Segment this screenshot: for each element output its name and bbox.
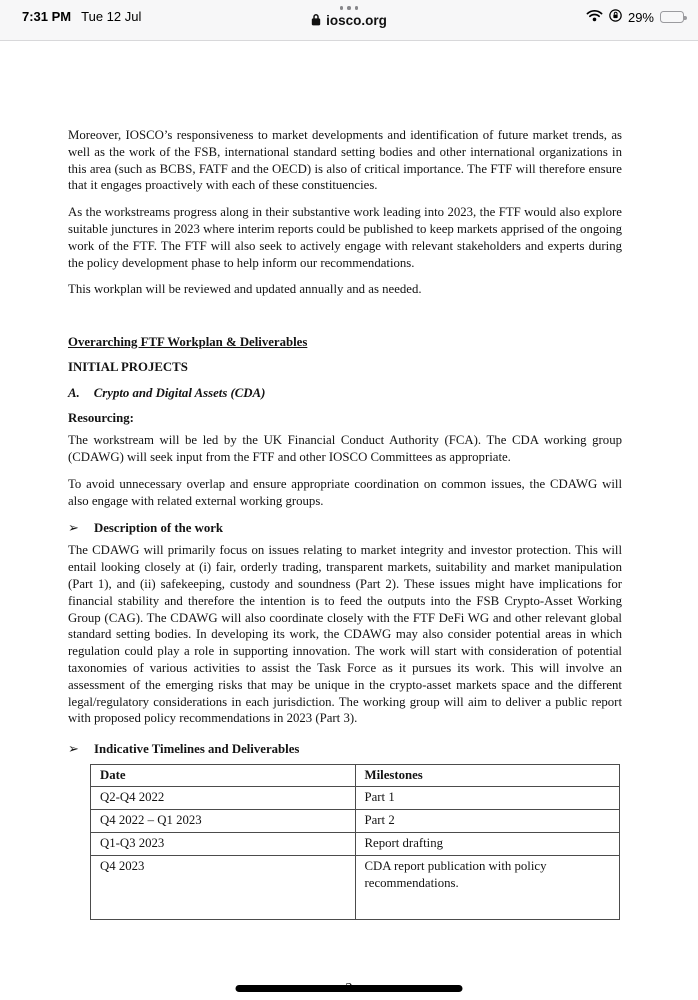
timeline-table bbox=[90, 764, 620, 920]
cell-milestone: Report drafting bbox=[355, 832, 620, 855]
paragraph: The workstream will be led by the UK Financial Conduct Authority (FCA). The CDA working group (CDAWG) will seek input from the FTF and other IOSCO Committees as appropriate. bbox=[68, 433, 622, 465]
cell-date: Q2-Q4 2022 bbox=[91, 786, 356, 809]
status-bar bbox=[0, 0, 698, 41]
cell-milestone: Part 2 bbox=[355, 809, 620, 832]
table-row bbox=[91, 809, 620, 832]
cell-date: Q1-Q3 2023 bbox=[91, 832, 356, 855]
bullet-heading-timelines bbox=[68, 741, 622, 758]
bullet-heading-text: Description of the work bbox=[94, 520, 224, 535]
subheading-resourcing: Resourcing: bbox=[68, 410, 134, 425]
clock-date: Tue 12 Jul bbox=[81, 9, 142, 24]
list-label: A. bbox=[68, 385, 80, 400]
section-heading-initial-projects: INITIAL PROJECTS bbox=[68, 359, 188, 374]
paragraph: This workplan will be reviewed and updated annually and as needed. bbox=[68, 282, 422, 297]
cell-date: Q4 2023 bbox=[91, 855, 356, 919]
column-header-milestones: Milestones bbox=[355, 764, 620, 786]
url-bar[interactable] bbox=[311, 13, 387, 29]
battery-icon bbox=[660, 11, 684, 23]
wifi-icon bbox=[586, 9, 603, 25]
cell-milestone: Part 1 bbox=[355, 786, 620, 809]
orientation-lock-icon bbox=[609, 9, 622, 25]
battery-percent: 29% bbox=[627, 9, 654, 25]
ssl-lock-icon bbox=[311, 13, 321, 29]
cell-date: Q4 2022 – Q1 2023 bbox=[91, 809, 356, 832]
url-text: iosco.org bbox=[326, 13, 387, 28]
table-header-row bbox=[91, 764, 620, 786]
table-row bbox=[91, 786, 620, 809]
status-right bbox=[586, 9, 684, 25]
page-menu-dots-icon[interactable] bbox=[340, 6, 359, 10]
arrow-bullet-icon: ➢ bbox=[68, 520, 79, 535]
paragraph: As the workstreams progress along in their substantive work leading into 2023, the FTF would also explore suitable junctures in 2023 where interim reports could be published to keep markets apprised of the ongoing work of the FTF. The FTF will also seek to actively engage with relevant stakeholders and experts during the policy development phase to help inform our recommendations. bbox=[68, 205, 622, 270]
paragraph: Moreover, IOSCO’s responsiveness to market developments and identification of future market trends, as well as the work of the FSB, international standard setting bodies and other international organizations in this area (such as BCBS, FATF and the OECD) is also of critical importance. The FTF will therefore ensure that it engages proactively with each of these constituencies. bbox=[68, 128, 622, 193]
bullet-heading-description bbox=[68, 520, 622, 537]
section-heading-overarching: Overarching FTF Workplan & Deliverables bbox=[68, 335, 308, 350]
arrow-bullet-icon: ➢ bbox=[68, 742, 79, 757]
paragraph: To avoid unnecessary overlap and ensure appropriate coordination on common issues, the CDAWG will also engage with related external working groups. bbox=[68, 476, 622, 508]
paragraph: The CDAWG will primarily focus on issues relating to market integrity and investor protection. This will entail looking closely at (i) fair, orderly trading, transparent markets, suitability and market manipulation (Part 1), and (ii) safekeeping, custody and soundness (Part 2). These issues might have implications for financial stability and therefore the intention is to feed the outputs into the FSB Crypto-Asset Working Group (CAG). The CDAWG will also coordinate closely with the FTF DeFi WG and other relevant global standard setting bodies. In developing its work, the CDAWG may also consider potential areas in which regulation could play a role in supporting innovation. The work will start with consideration of potential taxonomies of various activities to assist the Task Force as it pursues its work. This will involve an assessment of the emerging risks that may be unique in the crypto-asset markets space and the different legal/regulatory considerations in each jurisdiction. The working group will aim to deliver a public report with proposed policy recommendations in 2023 (Part 3). bbox=[68, 543, 622, 726]
heading-text: Crypto and Digital Assets (CDA) bbox=[93, 385, 266, 400]
table-row bbox=[91, 855, 620, 919]
clock-time: 7:31 PM bbox=[22, 9, 72, 24]
table-row bbox=[91, 832, 620, 855]
bullet-heading-text: Indicative Timelines and Deliverables bbox=[94, 742, 300, 757]
section-heading-cda bbox=[68, 385, 622, 402]
column-header-date: Date bbox=[91, 764, 356, 786]
pdf-document-page bbox=[0, 41, 698, 1000]
home-indicator[interactable] bbox=[236, 985, 463, 992]
cell-milestone: CDA report publication with policy recommendations. bbox=[355, 855, 620, 919]
